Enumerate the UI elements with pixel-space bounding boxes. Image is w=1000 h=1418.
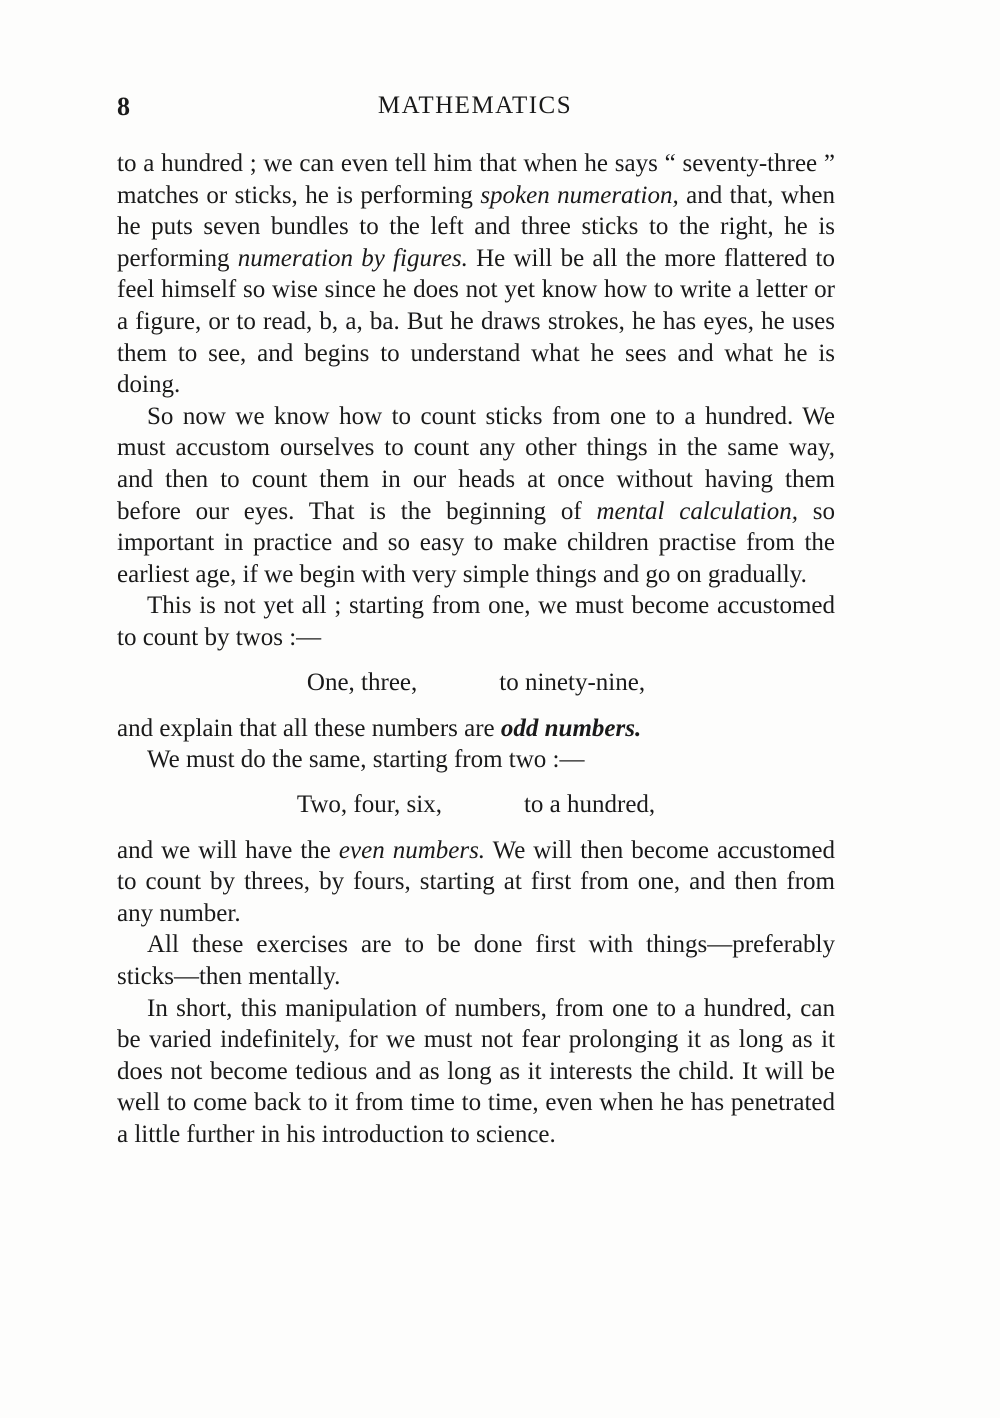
page-body [117,148,835,1151]
paragraph-1-text-c: He will be all the more flattered to feel himself so wise since he does not yet know how to write a letter or a figure, or to read, b, a, ba. But he draws strokes, he has eyes, he uses them to see, and begins to understand what he sees and what he is doing. [117,244,835,399]
page-header [117,92,833,126]
paragraph-1-italic-spoken-numeration: spoken numeration, [480,181,679,209]
running-title: MATHEMATICS [377,92,573,119]
even-sequence-end: to a hundred, [523,790,656,818]
paragraph-2-text-b: so important in practice and so easy to make children practise from the earliest age, if we begin with very simple things and go on gradually. [117,497,835,588]
paragraph-2-italic-mental-calculation: mental calculation, [596,497,798,525]
paragraph-6-text-a: and we will have the [117,836,339,864]
paragraph-1 [117,148,835,401]
odd-sequence-start: One, three, [306,668,418,696]
paragraph-7: All these exercises are to be done first with things—preferably sticks—then mentally. [117,931,835,991]
paragraph-1-text-b: and that, when he puts seven bundles to the left and three sticks to the right, he is performing [117,181,836,272]
paragraph-4-italic-odd-numbers: odd numbers. [500,714,642,742]
paragraph-2-text-a: So now we know how to count sticks from one to a hundred. We must accustom ourselves to count any other things in the same way, and then to count them in our heads at once without having them before our eyes. That is the beginning of [117,402,835,525]
paragraph-5: We must do the same, starting from two :— [147,746,585,774]
even-sequence-start: Two, four, six, [296,790,442,818]
odd-sequence-end: to ninety-nine, [499,668,646,696]
paragraph-6-italic-even-numbers: even numbers. [338,836,486,864]
paragraph-4 [117,713,835,745]
paragraph-1-italic-numeration-by-figures: numeration by figures. [237,244,468,272]
odd-number-sequence [117,667,835,699]
even-number-sequence [117,789,835,821]
paragraph-6-text-b: We will then become accustomed to count by threes, by fours, starting at first from one, and then from any number. [117,836,835,927]
paragraph-2 [117,401,835,591]
paragraph-8: In short, this manipulation of numbers, from one to a hundred, can be varied indefinitely, for we must not fear prolonging it as long as it does not become tedious and as long as it interests the child. It will be well to come back to it from time to time, even when he has penetrated a little further in his introduction to science. [117,994,835,1149]
paragraph-1-text-a: to a hundred ; we can even tell him that when he says “ seventy-three ” matches or sticks, he is performing [117,150,835,209]
paragraph-6 [117,835,835,930]
paragraph-4-text-a: and explain that all these numbers are [117,714,501,742]
paragraph-3: This is not yet all ; starting from one, we must become accustomed to count by twos :— [117,592,835,651]
page-number: 8 [117,92,130,121]
